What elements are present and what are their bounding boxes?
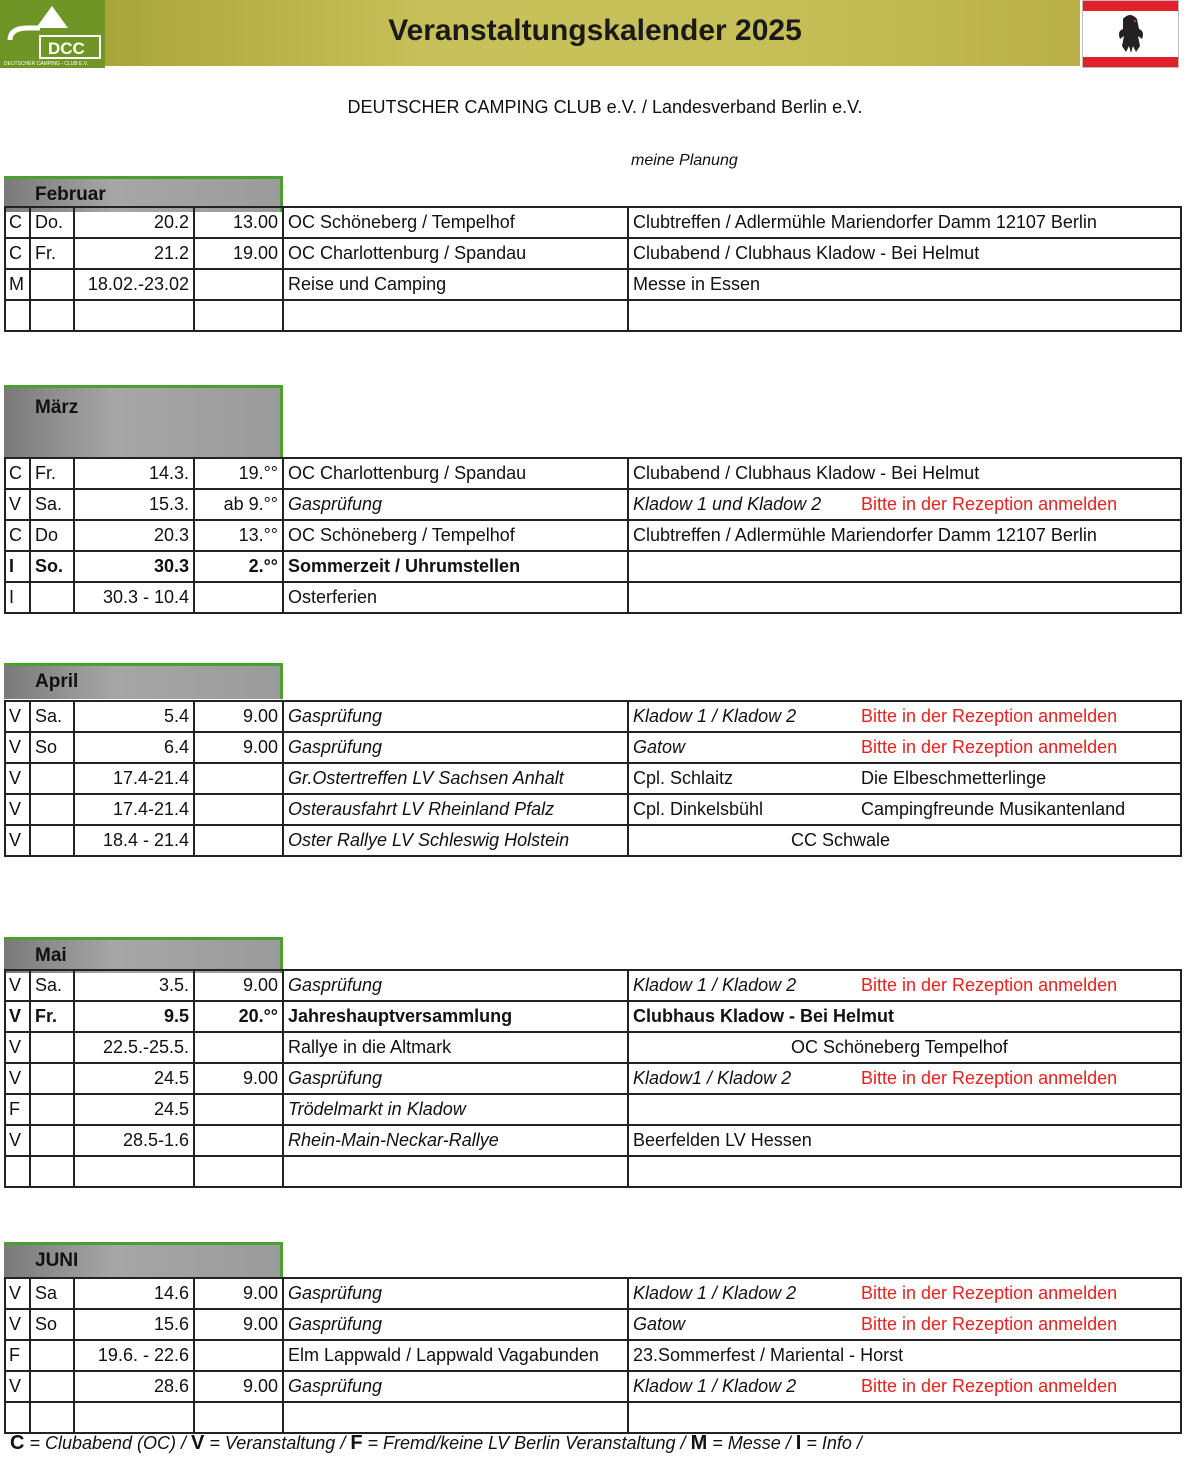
location-cell [628,1371,1181,1402]
event-name-cell: OC Charlottenburg / Spandau [283,238,628,269]
time-cell [194,1156,283,1187]
svg-text:DCC: DCC [48,39,85,58]
event-type-cell: I [5,582,30,613]
date-cell: 30.3 - 10.4 [74,582,194,613]
legend-i-text: = Info / [801,1433,862,1453]
time-cell [194,1340,283,1371]
location: Kladow 1 / Kladow 2 [633,1376,797,1396]
weekday-cell [30,794,74,825]
legend-v: V [191,1432,205,1454]
location-cell [628,207,1181,238]
organizer: Campingfreunde Musikantenland [861,799,1126,819]
location-cell [628,1125,1181,1156]
weekday-cell: Sa. [30,489,74,520]
date-cell: 15.3. [74,489,194,520]
event-name-cell: OC Schöneberg / Tempelhof [283,520,628,551]
location-cell [628,1340,1181,1371]
date-cell: 28.5-1.6 [74,1125,194,1156]
table-row [5,1063,1181,1094]
event-name-cell: Jahreshauptversammlung [283,1001,628,1032]
registration-note: Bitte in der Rezeption anmelden [861,494,1118,514]
event-name-cell [283,1156,628,1187]
events-table [4,1277,1182,1434]
weekday-cell: So. [30,551,74,582]
location: Kladow 1 und Kladow 2 [633,494,822,514]
weekday-cell [30,1094,74,1125]
event-name-cell: Gasprüfung [283,970,628,1001]
event-name-cell: Gasprüfung [283,701,628,732]
event-name-cell: Rallye in die Altmark [283,1032,628,1063]
table-row [5,238,1181,269]
location: Cpl. Schlaitz [633,768,734,788]
weekday-cell: Sa. [30,970,74,1001]
svg-text:DEUTSCHER CAMPING - CLUB E.V.: DEUTSCHER CAMPING - CLUB E.V. [4,61,88,67]
date-cell [74,300,194,331]
location-cell [628,1094,1181,1125]
weekday-cell [30,1063,74,1094]
events-table [4,700,1182,857]
table-row [5,1402,1181,1433]
table-row [5,1340,1181,1371]
page-title: Veranstaltungskalender 2025 [388,14,802,47]
event-type-cell [5,1402,30,1433]
event-name-cell: OC Charlottenburg / Spandau [283,458,628,489]
time-cell: 9.00 [194,1309,283,1340]
location: Kladow 1 / Kladow 2 [633,975,797,995]
location: Messe in Essen [633,274,761,294]
event-type-cell [5,1156,30,1187]
event-name-cell: Gasprüfung [283,1278,628,1309]
date-cell: 14.3. [74,458,194,489]
table-row [5,269,1181,300]
date-cell: 21.2 [74,238,194,269]
month-name: März [35,397,79,418]
month-name: Februar [35,184,106,205]
legend-f: F [350,1432,363,1454]
registration-note: Bitte in der Rezeption anmelden [861,1376,1118,1396]
date-cell: 5.4 [74,701,194,732]
date-cell: 17.4-21.4 [74,763,194,794]
time-cell: 9.00 [194,1371,283,1402]
table-row [5,1125,1181,1156]
time-cell [194,763,283,794]
date-cell [74,1156,194,1187]
weekday-cell: Sa [30,1278,74,1309]
location-cell [628,582,1181,613]
weekday-cell [30,1371,74,1402]
month-header [4,663,283,699]
date-cell [74,1402,194,1433]
time-cell [194,269,283,300]
weekday-cell: Do. [30,207,74,238]
registration-note: Bitte in der Rezeption anmelden [861,1283,1118,1303]
legend [10,1432,862,1455]
date-cell: 24.5 [74,1094,194,1125]
legend-f-text: = Fremd/keine LV Berlin Veranstaltung / [362,1433,691,1453]
registration-note: Bitte in der Rezeption anmelden [861,706,1118,726]
weekday-cell: Fr. [30,458,74,489]
weekday-cell: Fr. [30,1001,74,1032]
weekday-cell [30,269,74,300]
event-type-cell: I [5,551,30,582]
event-type-cell: V [5,1371,30,1402]
location-cell [628,489,1181,520]
time-cell: 2.°° [194,551,283,582]
date-cell: 22.5.-25.5. [74,1032,194,1063]
location-cell [628,1032,1181,1063]
date-cell: 3.5. [74,970,194,1001]
location-cell [628,732,1181,763]
location-cell [628,1278,1181,1309]
location-cell [628,970,1181,1001]
location-cell [628,520,1181,551]
location-cell [628,825,1181,856]
event-name-cell: Rhein-Main-Neckar-Rallye [283,1125,628,1156]
event-type-cell: V [5,1001,30,1032]
time-cell [194,1125,283,1156]
table-row [5,582,1181,613]
weekday-cell: So [30,1309,74,1340]
table-row [5,732,1181,763]
time-cell [194,300,283,331]
date-cell: 18.4 - 21.4 [74,825,194,856]
location: Beerfelden LV Hessen [633,1130,812,1150]
event-name-cell: Gasprüfung [283,1063,628,1094]
legend-i: I [795,1432,802,1454]
table-row [5,1032,1181,1063]
location: Gatow [633,1314,686,1334]
month-header [4,1242,283,1278]
location: Clubtreffen / Adlermühle Mariendorfer Damm 12107 Berlin [633,525,1097,545]
table-row [5,458,1181,489]
event-name-cell: Osterferien [283,582,628,613]
registration-note: Bitte in der Rezeption anmelden [861,737,1118,757]
event-type-cell: M [5,269,30,300]
event-type-cell: V [5,732,30,763]
event-name-cell: Gasprüfung [283,489,628,520]
location-cell [628,1156,1181,1187]
event-type-cell: V [5,970,30,1001]
table-row [5,1278,1181,1309]
location-cell [628,551,1181,582]
location-cell [628,763,1181,794]
location-cell [628,1309,1181,1340]
legend-m-text: = Messe / [707,1433,796,1453]
weekday-cell [30,1340,74,1371]
table-row [5,1156,1181,1187]
table-row [5,1309,1181,1340]
event-name-cell: Oster Rallye LV Schleswig Holstein [283,825,628,856]
date-cell: 18.02.-23.02 [74,269,194,300]
time-cell: 20.°° [194,1001,283,1032]
weekday-cell [30,1125,74,1156]
registration-note: Bitte in der Rezeption anmelden [861,1068,1118,1088]
event-type-cell [5,300,30,331]
location-cell [628,269,1181,300]
time-cell: 13.°° [194,520,283,551]
location: Gatow [633,737,686,757]
organizer: Die Elbeschmetterlinge [861,768,1047,788]
event-type-cell: V [5,1063,30,1094]
event-name-cell: Elm Lappwald / Lappwald Vagabunden [283,1340,628,1371]
table-row [5,551,1181,582]
weekday-cell [30,1032,74,1063]
table-row [5,489,1181,520]
location-cell [628,794,1181,825]
date-cell: 19.6. - 22.6 [74,1340,194,1371]
location: Cpl. Dinkelsbühl [633,799,764,819]
event-name-cell: Osterausfahrt LV Rheinland Pfalz [283,794,628,825]
location: Kladow 1 / Kladow 2 [633,1283,797,1303]
event-name-cell: OC Schöneberg / Tempelhof [283,207,628,238]
event-name-cell: Sommerzeit / Uhrumstellen [283,551,628,582]
event-name-cell: Gasprüfung [283,732,628,763]
legend-c-text: = Clubabend (OC) / [24,1433,192,1453]
legend-c: C [10,1432,25,1454]
month-header [4,937,283,973]
event-name-cell [283,300,628,331]
date-cell: 17.4-21.4 [74,794,194,825]
event-type-cell: C [5,207,30,238]
weekday-cell: Do [30,520,74,551]
event-type-cell: V [5,1125,30,1156]
table-row [5,825,1181,856]
time-cell [194,1094,283,1125]
legend-v-text: = Veranstaltung / [204,1433,351,1453]
table-row [5,794,1181,825]
month-name: April [35,671,79,692]
event-name-cell: Gasprüfung [283,1371,628,1402]
time-cell [194,1402,283,1433]
location-cell [628,1001,1181,1032]
time-cell: 19.°° [194,458,283,489]
location: Clubhaus Kladow - Bei Helmut [633,1006,895,1026]
location-cell [628,458,1181,489]
organizer: OC Schöneberg Tempelhof [791,1037,1008,1057]
weekday-cell [30,825,74,856]
legend-m: M [690,1432,708,1454]
event-type-cell: V [5,794,30,825]
event-type-cell: V [5,1032,30,1063]
table-row [5,763,1181,794]
time-cell: 9.00 [194,732,283,763]
weekday-cell [30,1402,74,1433]
location: Kladow1 / Kladow 2 [633,1068,792,1088]
planning-label: meine Planung [631,152,738,169]
location-cell [628,1402,1181,1433]
time-cell [194,825,283,856]
table-row [5,520,1181,551]
month-header [4,385,283,457]
time-cell: 9.00 [194,701,283,732]
table-row [5,701,1181,732]
location: Kladow 1 / Kladow 2 [633,706,797,726]
location: Clubtreffen / Adlermühle Mariendorfer Damm 12107 Berlin [633,212,1097,232]
table-row [5,1001,1181,1032]
month-name: JUNI [35,1250,79,1271]
date-cell: 14.6 [74,1278,194,1309]
table-row [5,300,1181,331]
events-table [4,457,1182,614]
location: Clubabend / Clubhaus Kladow - Bei Helmut [633,243,980,263]
weekday-cell [30,763,74,794]
berlin-flag-icon [1082,0,1179,68]
weekday-cell: Fr. [30,238,74,269]
time-cell: 9.00 [194,1063,283,1094]
date-cell: 28.6 [74,1371,194,1402]
time-cell: 9.00 [194,970,283,1001]
table-row [5,970,1181,1001]
date-cell: 20.3 [74,520,194,551]
weekday-cell: So [30,732,74,763]
event-type-cell: V [5,1278,30,1309]
time-cell: ab 9.°° [194,489,283,520]
date-cell: 20.2 [74,207,194,238]
location-cell [628,1063,1181,1094]
event-type-cell: C [5,458,30,489]
table-row [5,1094,1181,1125]
table-row [5,1371,1181,1402]
event-type-cell: F [5,1340,30,1371]
weekday-cell [30,300,74,331]
event-type-cell: V [5,763,30,794]
location: Clubabend / Clubhaus Kladow - Bei Helmut [633,463,980,483]
time-cell: 19.00 [194,238,283,269]
organizer: CC Schwale [791,830,891,850]
event-type-cell: C [5,520,30,551]
date-cell: 15.6 [74,1309,194,1340]
date-cell: 24.5 [74,1063,194,1094]
event-name-cell: Gr.Ostertreffen LV Sachsen Anhalt [283,763,628,794]
location-cell [628,238,1181,269]
registration-note: Bitte in der Rezeption anmelden [861,975,1118,995]
event-name-cell: Gasprüfung [283,1309,628,1340]
registration-note: Bitte in der Rezeption anmelden [861,1314,1118,1334]
event-name-cell: Reise und Camping [283,269,628,300]
time-cell [194,582,283,613]
event-name-cell: Trödelmarkt in Kladow [283,1094,628,1125]
table-row [5,207,1181,238]
event-type-cell: C [5,238,30,269]
event-name-cell [283,1402,628,1433]
dcc-logo [0,0,105,68]
organization-name: DEUTSCHER CAMPING CLUB e.V. / Landesverband Berlin e.V. [347,97,863,117]
events-table [4,969,1182,1188]
time-cell [194,794,283,825]
weekday-cell [30,582,74,613]
event-type-cell: V [5,489,30,520]
month-name: Mai [35,945,67,966]
time-cell: 9.00 [194,1278,283,1309]
date-cell: 9.5 [74,1001,194,1032]
time-cell: 13.00 [194,207,283,238]
events-table [4,206,1182,332]
header [0,0,1180,70]
location-cell [628,701,1181,732]
weekday-cell: Sa. [30,701,74,732]
location: 23.Sommerfest / Mariental - Horst [633,1345,904,1365]
weekday-cell [30,1156,74,1187]
event-type-cell: V [5,1309,30,1340]
event-type-cell: V [5,825,30,856]
event-type-cell: V [5,701,30,732]
date-cell: 30.3 [74,551,194,582]
event-type-cell: F [5,1094,30,1125]
time-cell [194,1032,283,1063]
location-cell [628,300,1181,331]
date-cell: 6.4 [74,732,194,763]
